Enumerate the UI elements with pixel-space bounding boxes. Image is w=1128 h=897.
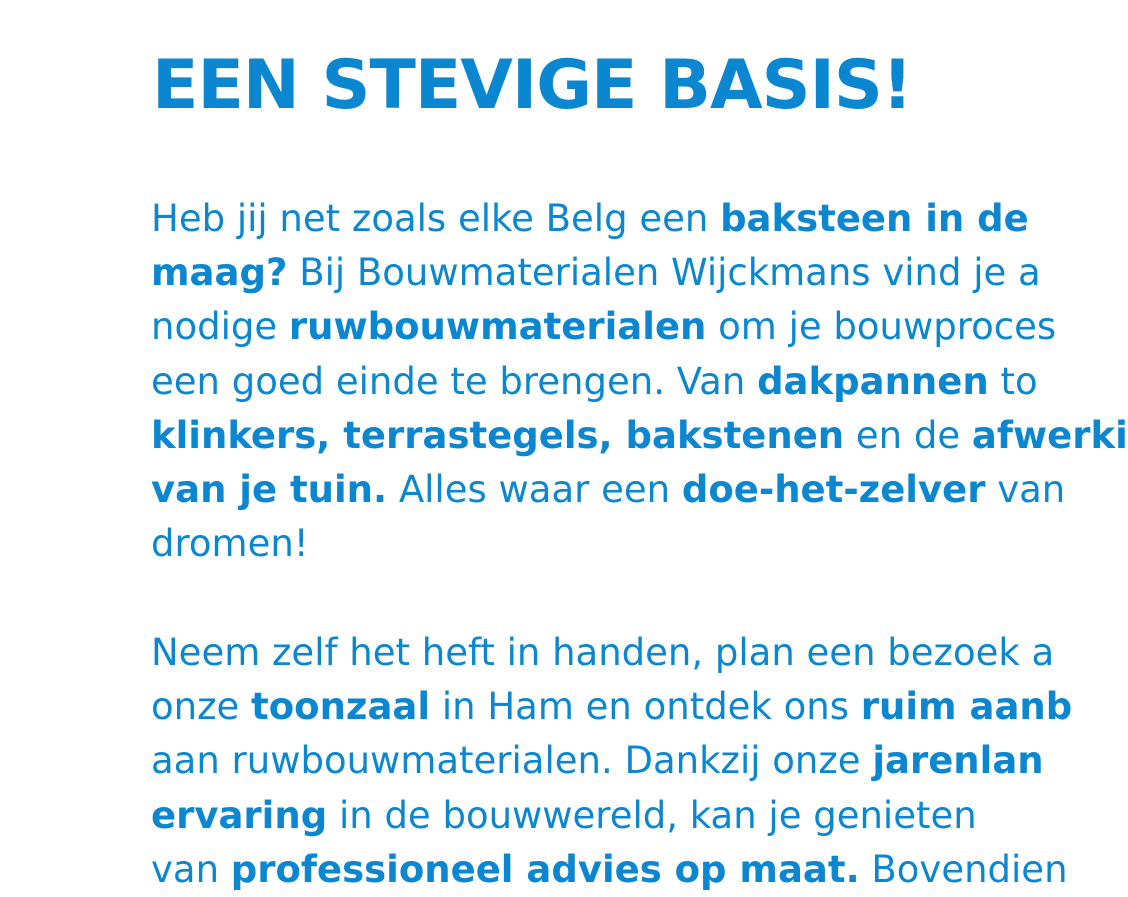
text-segment: Alles waar een: [387, 468, 682, 512]
text-line: [151, 843, 1072, 897]
text-line: [151, 355, 1128, 409]
text-segment: Bij Bouwmaterialen Wijckmans vind je a: [287, 251, 1041, 295]
bold-text-segment: van je tuin.: [151, 468, 388, 512]
text-line: [151, 300, 1128, 354]
text-segment: van: [151, 847, 231, 891]
bold-text-segment: toonzaal: [251, 685, 431, 729]
bold-text-segment: jarenlan: [872, 739, 1044, 783]
text-line: [151, 192, 1128, 246]
text-segment: in Ham en ontdek ons: [430, 685, 861, 729]
bold-text-segment: baksteen in de: [720, 197, 1029, 240]
bold-text-segment: dakpannen: [757, 359, 989, 403]
text-segment: en de: [844, 413, 972, 457]
text-segment: aan ruwbouwmaterialen. Dankzij onze: [151, 739, 873, 783]
intro-paragraph: [151, 192, 1128, 571]
text-segment: om je bouwproces: [706, 305, 1057, 349]
text-line: [151, 734, 1072, 788]
text-segment: een goed einde te brengen. Van: [151, 359, 758, 403]
text-segment: onze: [151, 685, 252, 729]
bold-text-segment: maag?: [151, 251, 288, 295]
text-segment: Neem zelf het heft in handen, plan een bezoek a: [151, 631, 1055, 674]
text-segment: in de bouwwereld, kan je genieten: [327, 793, 977, 837]
bold-text-segment: afwerki: [971, 413, 1128, 457]
text-segment: Heb jij net zoals elke Belg een: [151, 197, 721, 240]
page-title: EEN STEVIGE BASIS!: [152, 46, 912, 125]
bold-text-segment: ruim aanb: [860, 685, 1073, 729]
bold-text-segment: klinkers, terrastegels, bakstenen: [151, 413, 845, 457]
text-segment: Bovendien: [859, 847, 1068, 891]
text-line: [151, 463, 1128, 517]
bold-text-segment: doe-het-zelver: [681, 468, 986, 512]
bold-text-segment: ruwbouwmaterialen: [288, 305, 707, 349]
text-line: [151, 680, 1072, 734]
showroom-paragraph: [151, 626, 1072, 897]
bold-text-segment: professioneel advies op maat.: [230, 847, 860, 891]
text-line: [151, 409, 1128, 463]
bold-text-segment: ervaring: [151, 793, 328, 837]
text-line: [151, 789, 1072, 843]
text-segment: to: [988, 359, 1038, 403]
text-segment: van: [985, 468, 1066, 512]
text-segment: dromen!: [151, 522, 309, 566]
text-line: [151, 517, 1128, 571]
text-segment: nodige: [151, 305, 289, 349]
text-line: [151, 246, 1128, 300]
text-line: [151, 626, 1072, 680]
